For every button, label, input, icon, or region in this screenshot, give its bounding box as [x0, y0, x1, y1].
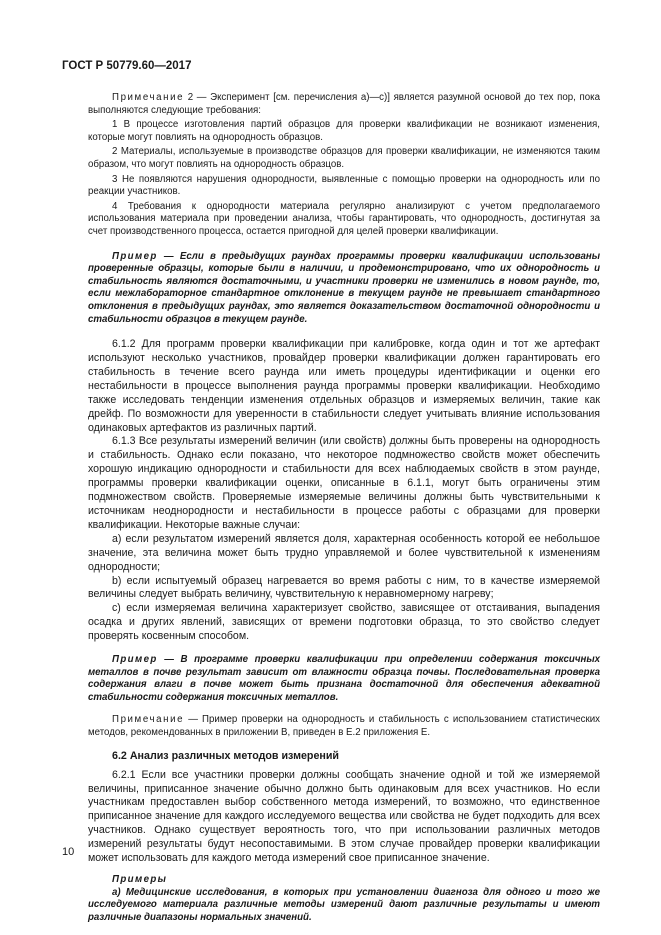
- note-2-item-3: 3 Не появляются нарушения однородности, выявленные с помощью проверки на однородность или по реакции участников.: [88, 173, 600, 198]
- paragraph-6-1-3: 6.1.3 Все результаты измерений величин (или свойств) должны быть проверены на однородность и стабильность. Однако если показано, что некоторое подмножество свойств может обеспечить хорошую индикацию однородности и стабильности для всех наблюдаемых свойств в этом раунде, программы проверки квалификации оценки, описанные в 6.1.1, могут быть ограничены этим подмножеством свойств. Проверяемые измеряемые величины должны быть чувствительными к источникам неоднородности и нестабильности в процессе работы с образцами для проверки квалификации. Некоторые важные случаи:: [88, 435, 600, 531]
- examples-heading: Примеры: [112, 873, 168, 885]
- example-1: [88, 251, 600, 327]
- example-label: Пример: [112, 250, 158, 262]
- note-text: 2 — Эксперимент [см. перечисления a)—c)] является разумной основой до тех пор, пока выполняются следующие требования:: [88, 92, 600, 116]
- note-2-item-2: 2 Материалы, используемые в производстве образцов для проверки квалификации, не изменяются таким образом, что могут повлиять на однородность образцов.: [88, 146, 600, 170]
- section-heading-6-2: 6.2 Анализ различных методов измерений: [112, 749, 339, 762]
- case-a: a) если результатом измерений является доля, характерная особенность которой ее небольшое значение, эта величина может быть трудно управляемой и более чувствительной к изменениям однородности;: [88, 532, 600, 573]
- example-label: Пример: [112, 654, 158, 666]
- standard-code-header: ГОСТ Р 50779.60—2017: [62, 60, 192, 72]
- note-2-item-4: 4 Требования к однородности материала регулярно анализируют с учетом предполагаемого использования материала при проведении анализа, чтобы гарантировать, что однородность, достигнутая за счет производственного процесса, остается пригодной для целей проверки квалификации.: [88, 200, 600, 237]
- note-2: [88, 92, 600, 117]
- case-c: c) если измеряемая величина характеризует свойство, зависящее от отстаивания, выпадения осадка и других явлений, зависящих от времени подготовки образца, то это свойство следует проверять косвенным способом.: [88, 602, 600, 643]
- case-b: b) если испытуемый образец нагревается во время работы с ним, то в качестве измеряемой величины следует выбрать величину, чувствительную к неравномерному нагреву;: [88, 574, 600, 601]
- example-a: a) Медицинские исследования, в которых при установлении диагноза для одного и того же исследуемого материала различные методы измерений дают различные результаты и имеют различные диапазоны нормальных значений.: [88, 886, 600, 923]
- paragraph-6-1-2: 6.1.2 Для программ проверки квалификации при калибровке, когда один и тот же артефакт используют несколько участников, провайдер проверки квалификации должен гарантировать его стабильность в течение всего раунда или иметь процедуры идентификации и оценки его нестабильности в процессе выполнения раунда программы проверки квалификации. Необходимо также исследовать тенденции изменения отдельных образцов и измеряемых величин, такие как дрейф. По возможности для уверенности в стабильности следует учитывать влияние использования одинаковых артефактов из различных партий.: [88, 338, 600, 434]
- note-label: Примечание: [112, 92, 185, 103]
- note-2-item-1: 1 В процессе изготовления партий образцов для проверки квалификации не возникают изменения, которые могут повлиять на однородность образцов.: [88, 119, 600, 143]
- paragraph-6-2-1: 6.2.1 Если все участники проверки должны сообщать значение одной и той же измеряемой величины, приписанное значение обычно должно быть одинаковым для всех участников. Но если участникам предоставлен выбор собственного метода измерений, то возможно, что единственное приписанное значение для каждого исследуемого вещества или свойства не будет подходить для всех участников. Однако существует вероятность того, что при использовании различных методов измерений результаты будут несопоставимыми. В этом случае провайдер проверки квалификации может использовать для каждого метода измерений свое приписанное значение.: [88, 768, 600, 865]
- page-body: [88, 92, 600, 924]
- note-untitled: [88, 714, 600, 739]
- note-text: — Пример проверки на однородность и стабильность с использованием статистических методов, рекомендованных в приложении В, приведен в Е.2 приложения Е.: [88, 714, 600, 738]
- note-label: Примечание: [112, 714, 185, 726]
- page-number: 10: [62, 846, 75, 858]
- example-2: [88, 654, 600, 704]
- example-text: — Если в предыдущих раундах программы проверки квалификации использованы проверенные образцы, которые были в наличии, и продемонстрировано, что их однородность и стабильность являются достаточными, и участники проверки не изменились в новом раунде, то, если межлабораторное стандартное отклонение в текущем раунде не превышает стандартного отклонения в предыдущих раундах, это является доказательством достаточной однородности и стабильности образцов в текущем раунде.: [88, 250, 600, 325]
- example-text: — В программе проверки квалификации при определении содержания токсичных металлов в почве результат зависит от влажности образца почвы. Последовательная проверка содержания влаги в почве может быть признана достаточной для обеспечения адекватной стабильности содержания токсичных металлов.: [88, 654, 600, 703]
